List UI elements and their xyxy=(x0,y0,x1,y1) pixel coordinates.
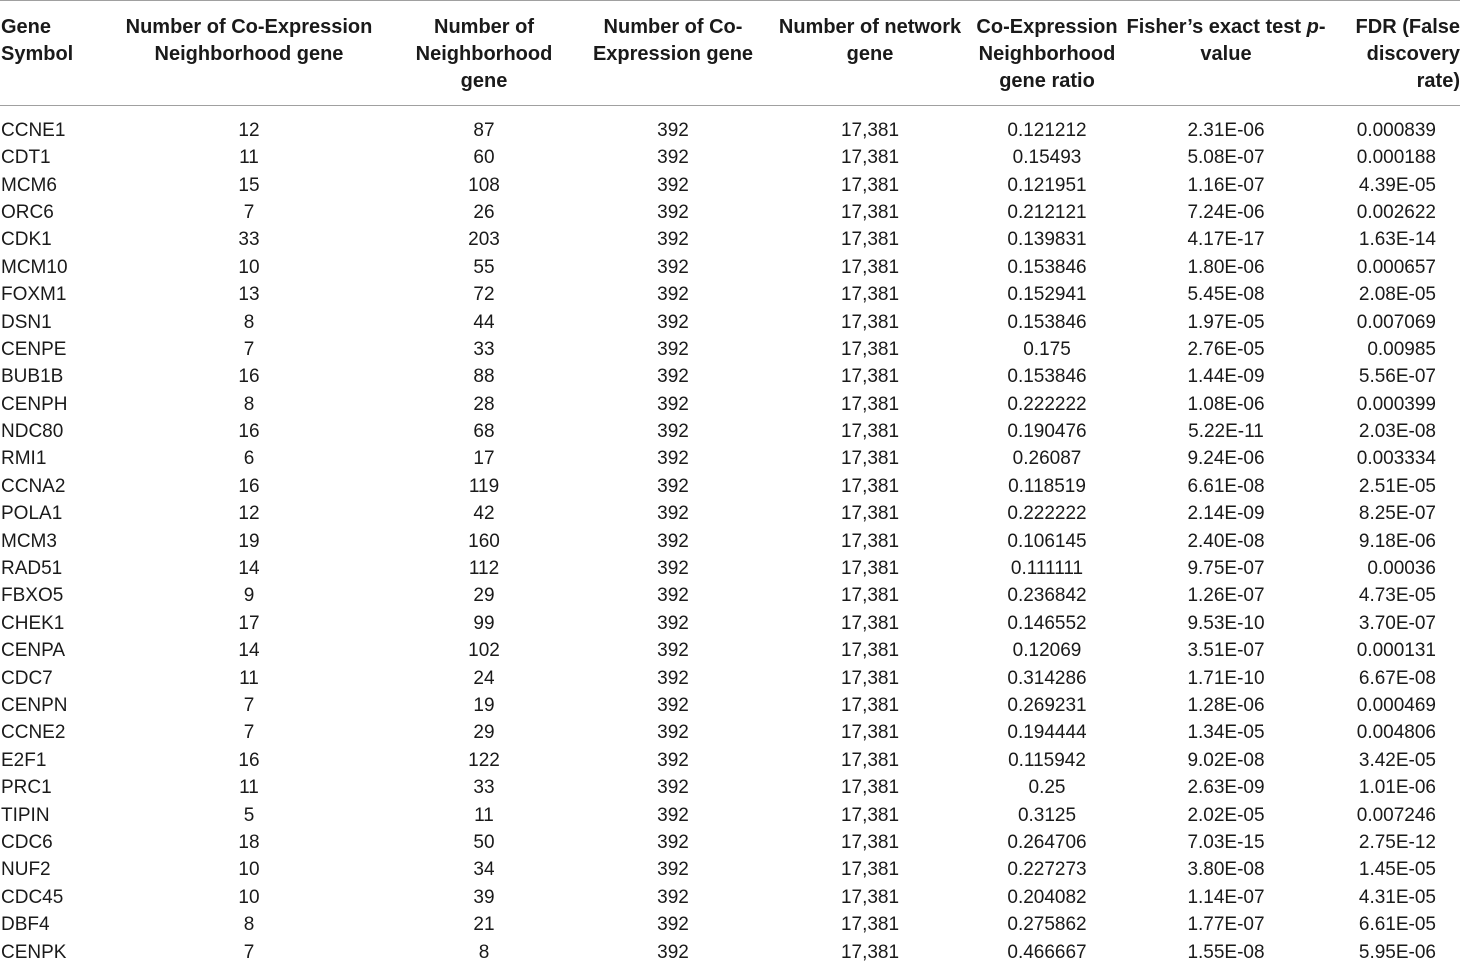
cell-co-expression: 392 xyxy=(657,640,689,662)
cell-gene-symbol: DBF4 xyxy=(1,914,50,936)
cell-neighborhood: 122 xyxy=(468,749,500,771)
table-row xyxy=(0,747,1460,774)
cell-fisher-p-value: 1.28E-06 xyxy=(1187,695,1265,716)
cell-fdr: 9.18E-06 xyxy=(1358,530,1436,552)
cell-neighborhood: 8 xyxy=(478,941,490,963)
cell-co-expression-neighborhood: 8 xyxy=(243,393,255,415)
table-row xyxy=(0,199,1460,226)
cell-neighborhood: 28 xyxy=(473,393,495,415)
cell-gene-symbol: CENPE xyxy=(1,338,67,360)
cell-fisher-p-value: 9.24E-06 xyxy=(1187,448,1265,470)
cell-gene-symbol: MCM10 xyxy=(1,256,68,278)
cell-co-expression-neighborhood: 9 xyxy=(243,585,255,607)
table-row xyxy=(0,281,1460,308)
cell-gene-symbol: TIPIN xyxy=(1,804,50,826)
cell-co-expression: 392 xyxy=(657,256,689,278)
cell-co-expression-neighborhood: 12 xyxy=(238,120,260,141)
header-ratio: Co-Expression Neighborhood gene ratio xyxy=(968,1,1126,106)
cell-co-expression-neighborhood: 6 xyxy=(243,448,255,470)
cell-network: 17,381 xyxy=(840,749,900,771)
cell-ratio: 0.3125 xyxy=(1017,804,1077,826)
cell-neighborhood: 21 xyxy=(473,914,495,936)
cell-co-expression: 392 xyxy=(657,585,689,607)
cell-fisher-p-value: 1.80E-06 xyxy=(1187,256,1265,278)
cell-network: 17,381 xyxy=(840,859,900,881)
cell-network: 17,381 xyxy=(840,503,900,525)
cell-neighborhood: 88 xyxy=(473,366,495,388)
cell-co-expression: 392 xyxy=(657,886,689,908)
cell-co-expression: 392 xyxy=(657,831,689,853)
cell-ratio: 0.115942 xyxy=(1008,749,1086,771)
cell-neighborhood: 33 xyxy=(473,777,495,799)
cell-fdr: 0.002622 xyxy=(1356,201,1436,223)
cell-co-expression-neighborhood: 11 xyxy=(239,147,259,169)
cell-fisher-p-value: 2.63E-09 xyxy=(1187,777,1265,799)
cell-neighborhood: 19 xyxy=(473,695,495,716)
cell-gene-symbol: DSN1 xyxy=(1,311,52,333)
table-row xyxy=(0,336,1460,363)
cell-gene-symbol: CENPA xyxy=(1,640,66,662)
cell-co-expression-neighborhood: 12 xyxy=(238,503,260,525)
cell-fdr: 2.75E-12 xyxy=(1358,831,1436,853)
cell-network: 17,381 xyxy=(840,530,900,552)
cell-network: 17,381 xyxy=(840,120,900,141)
cell-ratio: 0.153846 xyxy=(1007,256,1087,278)
table-row xyxy=(0,418,1460,445)
cell-network: 17,381 xyxy=(840,393,900,415)
table-row xyxy=(0,555,1460,582)
cell-fdr: 0.007246 xyxy=(1356,804,1436,826)
cell-co-expression-neighborhood: 7 xyxy=(243,695,255,716)
table-row xyxy=(0,884,1460,911)
header-neighborhood: Number of Neighborhood gene xyxy=(394,1,574,106)
cell-ratio: 0.194444 xyxy=(1007,722,1087,744)
cell-fdr: 6.61E-05 xyxy=(1358,914,1436,936)
cell-fdr: 0.000188 xyxy=(1356,147,1436,169)
cell-fisher-p-value: 1.14E-07 xyxy=(1187,886,1265,908)
cell-neighborhood: 44 xyxy=(473,311,495,333)
cell-co-expression: 392 xyxy=(657,338,689,360)
header-co-expression: Number of Co-Expression gene xyxy=(574,1,772,106)
cell-network: 17,381 xyxy=(840,311,900,333)
cell-co-expression-neighborhood: 10 xyxy=(238,256,260,278)
table-row xyxy=(0,911,1460,938)
cell-fdr: 2.08E-05 xyxy=(1358,284,1436,306)
cell-gene-symbol: RMI1 xyxy=(1,448,47,470)
cell-fisher-p-value: 1.97E-05 xyxy=(1187,311,1265,333)
cell-co-expression-neighborhood: 7 xyxy=(243,338,255,360)
cell-co-expression: 392 xyxy=(657,421,689,443)
cell-fisher-p-value: 1.55E-08 xyxy=(1187,941,1265,963)
cell-co-expression: 392 xyxy=(657,859,689,881)
cell-neighborhood: 50 xyxy=(473,831,495,853)
cell-fdr: 0.000399 xyxy=(1356,393,1436,415)
cell-co-expression: 392 xyxy=(657,201,689,223)
cell-neighborhood: 17 xyxy=(473,448,495,470)
table-row xyxy=(0,938,1460,965)
cell-network: 17,381 xyxy=(840,612,900,634)
table-row xyxy=(0,719,1460,746)
cell-network: 17,381 xyxy=(840,722,900,744)
table-row xyxy=(0,171,1460,198)
cell-ratio: 0.26087 xyxy=(1012,448,1082,470)
cell-neighborhood: 60 xyxy=(473,147,495,169)
cell-co-expression: 392 xyxy=(657,284,689,306)
cell-network: 17,381 xyxy=(840,256,900,278)
cell-co-expression-neighborhood: 7 xyxy=(243,201,255,223)
cell-co-expression: 392 xyxy=(657,448,689,470)
cell-fisher-p-value: 1.26E-07 xyxy=(1187,585,1265,607)
cell-gene-symbol: PRC1 xyxy=(1,777,52,799)
cell-network: 17,381 xyxy=(840,147,900,169)
cell-gene-symbol: CCNA2 xyxy=(1,475,66,497)
cell-fisher-p-value: 5.22E-11 xyxy=(1188,421,1264,443)
cell-fisher-p-value: 9.02E-08 xyxy=(1187,749,1265,771)
cell-neighborhood: 119 xyxy=(468,475,500,497)
cell-co-expression-neighborhood: 16 xyxy=(238,366,260,388)
cell-ratio: 0.121951 xyxy=(1007,174,1087,196)
cell-network: 17,381 xyxy=(840,448,900,470)
cell-fdr: 1.01E-06 xyxy=(1358,777,1436,799)
cell-ratio: 0.139831 xyxy=(1007,229,1087,251)
table-row xyxy=(0,308,1460,335)
table-row xyxy=(0,144,1460,171)
cell-co-expression: 392 xyxy=(657,120,689,141)
cell-network: 17,381 xyxy=(840,695,900,716)
cell-neighborhood: 11 xyxy=(474,804,494,826)
table-row xyxy=(0,363,1460,390)
cell-gene-symbol: E2F1 xyxy=(1,749,47,771)
cell-co-expression-neighborhood: 14 xyxy=(238,558,260,580)
cell-network: 17,381 xyxy=(840,558,900,580)
cell-network: 17,381 xyxy=(840,201,900,223)
cell-co-expression: 392 xyxy=(657,941,689,963)
cell-co-expression-neighborhood: 5 xyxy=(243,804,255,826)
cell-co-expression: 392 xyxy=(657,393,689,415)
cell-co-expression: 392 xyxy=(657,667,689,689)
cell-network: 17,381 xyxy=(840,777,900,799)
cell-fdr: 0.007069 xyxy=(1356,311,1436,333)
cell-network: 17,381 xyxy=(840,585,900,607)
cell-fdr: 1.63E-14 xyxy=(1358,229,1436,251)
table-row xyxy=(0,527,1460,554)
cell-ratio: 0.25 xyxy=(1028,777,1066,799)
header-fisher-p: p xyxy=(1306,16,1319,38)
cell-fdr: 1.45E-05 xyxy=(1358,859,1436,881)
cell-fdr: 0.000657 xyxy=(1356,256,1436,278)
cell-fisher-p-value: 2.02E-05 xyxy=(1187,804,1265,826)
cell-network: 17,381 xyxy=(840,914,900,936)
cell-ratio: 0.175 xyxy=(1023,338,1071,360)
cell-co-expression-neighborhood: 33 xyxy=(238,229,260,251)
cell-ratio: 0.236842 xyxy=(1007,585,1087,607)
cell-gene-symbol: NUF2 xyxy=(1,859,51,881)
cell-fisher-p-value: 7.03E-15 xyxy=(1187,831,1265,853)
cell-co-expression-neighborhood: 10 xyxy=(238,886,260,908)
cell-fdr: 4.73E-05 xyxy=(1358,585,1436,607)
cell-neighborhood: 72 xyxy=(473,284,495,306)
cell-fisher-p-value: 1.08E-06 xyxy=(1187,393,1265,415)
cell-ratio: 0.121212 xyxy=(1007,120,1087,141)
cell-network: 17,381 xyxy=(840,421,900,443)
cell-neighborhood: 99 xyxy=(473,612,495,634)
cell-network: 17,381 xyxy=(840,667,900,689)
cell-gene-symbol: BUB1B xyxy=(1,366,64,388)
cell-neighborhood: 87 xyxy=(473,120,495,141)
cell-fdr: 0.00985 xyxy=(1367,338,1436,360)
header-co-expression-neighborhood: Number of Co-Expression Neighborhood gene xyxy=(104,1,394,106)
table-row xyxy=(0,637,1460,664)
cell-co-expression-neighborhood: 16 xyxy=(238,475,260,497)
table-row xyxy=(0,610,1460,637)
cell-neighborhood: 68 xyxy=(473,421,495,443)
cell-co-expression-neighborhood: 16 xyxy=(238,421,260,443)
cell-network: 17,381 xyxy=(840,804,900,826)
cell-fisher-p-value: 2.14E-09 xyxy=(1187,503,1265,525)
cell-fisher-p-value: 3.80E-08 xyxy=(1187,859,1265,881)
cell-fisher-p-value: 5.45E-08 xyxy=(1187,284,1265,306)
cell-fisher-p-value: 1.16E-07 xyxy=(1187,174,1265,196)
cell-fdr: 0.004806 xyxy=(1356,722,1436,744)
cell-fisher-p-value: 6.61E-08 xyxy=(1187,475,1265,497)
cell-fdr: 3.42E-05 xyxy=(1358,749,1436,771)
cell-ratio: 0.153846 xyxy=(1007,311,1087,333)
cell-neighborhood: 112 xyxy=(468,558,500,580)
table-header xyxy=(0,1,1460,106)
cell-co-expression: 392 xyxy=(657,749,689,771)
cell-gene-symbol: CDC45 xyxy=(1,886,64,908)
cell-gene-symbol: CCNE2 xyxy=(1,722,66,744)
cell-network: 17,381 xyxy=(840,475,900,497)
cell-co-expression-neighborhood: 8 xyxy=(243,311,255,333)
cell-co-expression-neighborhood: 16 xyxy=(238,749,260,771)
cell-neighborhood: 55 xyxy=(473,256,495,278)
cell-neighborhood: 29 xyxy=(473,722,495,744)
cell-co-expression: 392 xyxy=(657,174,689,196)
cell-fdr: 2.03E-08 xyxy=(1358,421,1436,443)
cell-ratio: 0.106145 xyxy=(1007,530,1087,552)
cell-fisher-p-value: 3.51E-07 xyxy=(1187,640,1265,662)
cell-fdr: 0.003334 xyxy=(1356,448,1436,470)
cell-neighborhood: 26 xyxy=(473,201,495,223)
cell-co-expression-neighborhood: 13 xyxy=(238,284,260,306)
cell-fisher-p-value: 5.08E-07 xyxy=(1187,147,1265,169)
cell-gene-symbol: CENPN xyxy=(1,695,68,716)
header-fisher-prefix: Fisher’s exact test xyxy=(1126,16,1307,38)
cell-gene-symbol: MCM6 xyxy=(1,174,57,196)
cell-gene-symbol: CCNE1 xyxy=(1,120,66,141)
cell-network: 17,381 xyxy=(840,229,900,251)
cell-ratio: 0.152941 xyxy=(1007,284,1087,306)
cell-gene-symbol: MCM3 xyxy=(1,530,57,552)
cell-fdr: 0.000839 xyxy=(1356,120,1436,141)
cell-co-expression: 392 xyxy=(657,530,689,552)
cell-co-expression: 392 xyxy=(657,695,689,716)
cell-ratio: 0.227273 xyxy=(1007,859,1087,881)
cell-co-expression: 392 xyxy=(657,503,689,525)
cell-gene-symbol: CDT1 xyxy=(1,147,51,169)
cell-ratio: 0.275862 xyxy=(1007,914,1087,936)
cell-fdr: 0.00036 xyxy=(1367,558,1436,580)
cell-gene-symbol: FOXM1 xyxy=(1,284,67,306)
cell-gene-symbol: RAD51 xyxy=(1,558,63,580)
cell-fdr: 2.51E-05 xyxy=(1358,475,1436,497)
cell-fdr: 4.31E-05 xyxy=(1358,886,1436,908)
cell-ratio: 0.118519 xyxy=(1008,475,1086,497)
cell-fisher-p-value: 9.53E-10 xyxy=(1187,612,1265,634)
cell-co-expression-neighborhood: 19 xyxy=(238,530,260,552)
cell-neighborhood: 42 xyxy=(473,503,495,525)
table-row xyxy=(0,856,1460,883)
cell-neighborhood: 34 xyxy=(473,859,495,881)
cell-co-expression-neighborhood: 11 xyxy=(239,667,259,689)
cell-fisher-p-value: 1.77E-07 xyxy=(1187,914,1265,936)
header-network: Number of network gene xyxy=(772,1,968,106)
cell-fisher-p-value: 2.40E-08 xyxy=(1187,530,1265,552)
cell-gene-symbol: FBXO5 xyxy=(1,585,64,607)
cell-network: 17,381 xyxy=(840,174,900,196)
cell-ratio: 0.111111 xyxy=(1010,558,1084,580)
cell-fdr: 5.95E-06 xyxy=(1358,941,1436,963)
cell-gene-symbol: CDK1 xyxy=(1,229,52,251)
cell-ratio: 0.146552 xyxy=(1007,612,1087,634)
cell-network: 17,381 xyxy=(840,366,900,388)
table-row xyxy=(0,774,1460,801)
cell-co-expression-neighborhood: 18 xyxy=(238,831,260,853)
cell-co-expression-neighborhood: 11 xyxy=(239,777,259,799)
cell-neighborhood: 108 xyxy=(468,174,500,196)
cell-network: 17,381 xyxy=(840,284,900,306)
table-row xyxy=(0,829,1460,856)
cell-co-expression: 392 xyxy=(657,229,689,251)
cell-ratio: 0.466667 xyxy=(1007,941,1087,963)
cell-co-expression: 392 xyxy=(657,366,689,388)
cell-gene-symbol: CENPK xyxy=(1,941,67,963)
cell-co-expression-neighborhood: 10 xyxy=(238,859,260,881)
table-row xyxy=(0,664,1460,691)
table-body xyxy=(0,106,1460,966)
cell-ratio: 0.190476 xyxy=(1007,421,1087,443)
cell-fdr: 0.000469 xyxy=(1356,695,1436,716)
cell-co-expression: 392 xyxy=(657,475,689,497)
table-row xyxy=(0,226,1460,253)
cell-ratio: 0.204082 xyxy=(1007,886,1087,908)
cell-co-expression: 392 xyxy=(657,612,689,634)
cell-co-expression-neighborhood: 14 xyxy=(238,640,260,662)
cell-fisher-p-value: 1.34E-05 xyxy=(1187,722,1265,744)
cell-fdr: 0.000131 xyxy=(1356,640,1436,662)
cell-gene-symbol: CDC6 xyxy=(1,831,53,853)
cell-co-expression: 392 xyxy=(657,914,689,936)
cell-gene-symbol: CHEK1 xyxy=(1,612,65,634)
cell-co-expression: 392 xyxy=(657,804,689,826)
cell-co-expression: 392 xyxy=(657,558,689,580)
cell-neighborhood: 160 xyxy=(468,530,500,552)
table-row xyxy=(0,445,1460,472)
cell-neighborhood: 24 xyxy=(473,667,495,689)
table-row xyxy=(0,391,1460,418)
cell-neighborhood: 39 xyxy=(473,886,495,908)
cell-fdr: 3.70E-07 xyxy=(1358,612,1436,634)
cell-co-expression-neighborhood: 7 xyxy=(243,722,255,744)
cell-co-expression-neighborhood: 8 xyxy=(243,914,255,936)
cell-ratio: 0.212121 xyxy=(1007,201,1087,223)
cell-gene-symbol: ORC6 xyxy=(1,201,54,223)
cell-fisher-p-value: 1.44E-09 xyxy=(1187,366,1265,388)
cell-ratio: 0.314286 xyxy=(1007,667,1087,689)
cell-gene-symbol: CENPH xyxy=(1,393,68,415)
cell-co-expression-neighborhood: 15 xyxy=(238,174,260,196)
cell-fdr: 8.25E-07 xyxy=(1358,503,1436,525)
cell-co-expression: 392 xyxy=(657,777,689,799)
cell-co-expression-neighborhood: 7 xyxy=(243,941,255,963)
header-fisher-suffix: -value xyxy=(1200,16,1326,65)
cell-fisher-p-value: 1.71E-10 xyxy=(1187,667,1265,689)
cell-network: 17,381 xyxy=(840,941,900,963)
cell-gene-symbol: CDC7 xyxy=(1,667,53,689)
table-row xyxy=(0,106,1460,145)
cell-co-expression: 392 xyxy=(657,722,689,744)
cell-network: 17,381 xyxy=(840,338,900,360)
header-fisher-p-value xyxy=(1126,1,1326,106)
cell-network: 17,381 xyxy=(840,831,900,853)
cell-co-expression-neighborhood: 17 xyxy=(238,612,260,634)
cell-ratio: 0.222222 xyxy=(1007,393,1087,415)
table-row xyxy=(0,473,1460,500)
cell-fdr: 5.56E-07 xyxy=(1358,366,1436,388)
cell-gene-symbol: POLA1 xyxy=(1,503,63,525)
cell-fdr: 4.39E-05 xyxy=(1358,174,1436,196)
cell-fisher-p-value: 9.75E-07 xyxy=(1187,558,1265,580)
table-row xyxy=(0,582,1460,609)
cell-co-expression: 392 xyxy=(657,311,689,333)
cell-ratio: 0.15493 xyxy=(1012,147,1082,169)
cell-fisher-p-value: 7.24E-06 xyxy=(1187,201,1265,223)
header-gene-symbol: Gene Symbol xyxy=(0,1,104,106)
cell-gene-symbol: NDC80 xyxy=(1,421,64,443)
table-row xyxy=(0,500,1460,527)
cell-network: 17,381 xyxy=(840,640,900,662)
cell-fisher-p-value: 4.17E-17 xyxy=(1187,229,1265,251)
cell-ratio: 0.153846 xyxy=(1007,366,1087,388)
cell-neighborhood: 29 xyxy=(473,585,495,607)
cell-neighborhood: 33 xyxy=(473,338,495,360)
cell-fisher-p-value: 2.76E-05 xyxy=(1187,338,1265,360)
cell-fdr: 6.67E-08 xyxy=(1358,667,1436,689)
cell-fisher-p-value: 2.31E-06 xyxy=(1187,120,1265,141)
cell-neighborhood: 203 xyxy=(468,229,500,251)
cell-network: 17,381 xyxy=(840,886,900,908)
cell-ratio: 0.269231 xyxy=(1007,695,1087,716)
table-row xyxy=(0,254,1460,281)
cell-neighborhood: 102 xyxy=(468,640,500,662)
cell-ratio: 0.12069 xyxy=(1012,640,1082,662)
cell-co-expression: 392 xyxy=(657,147,689,169)
cell-ratio: 0.264706 xyxy=(1007,831,1087,853)
header-row xyxy=(0,1,1460,106)
header-fdr: FDR (False discovery rate) xyxy=(1326,1,1460,106)
table-row xyxy=(0,801,1460,828)
table-row xyxy=(0,692,1460,719)
cell-ratio: 0.222222 xyxy=(1007,503,1087,525)
